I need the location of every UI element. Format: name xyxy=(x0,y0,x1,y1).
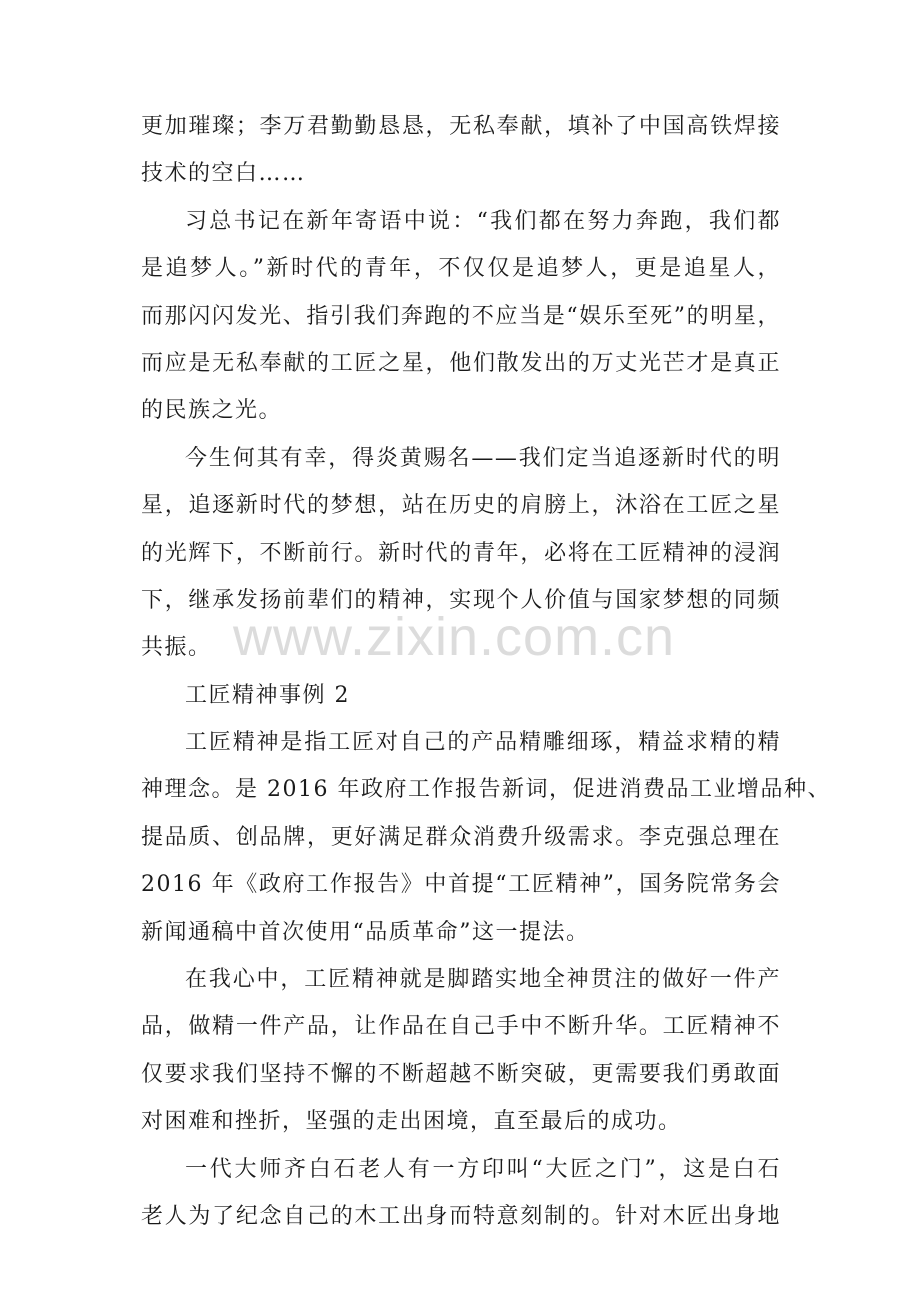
text-line: 仅要求我们坚持不懈的不断超越不断突破，更需要我们勇敢面 xyxy=(141,1061,781,1087)
paragraph-start-line: 今生何其有幸，得炎黄赐名——我们定当追逐新时代的明 xyxy=(185,445,781,471)
document-body xyxy=(141,103,831,1240)
text-line: 对困难和挫折，坚强的走出困境，直至最后的成功。 xyxy=(141,1109,682,1135)
paragraph-start-line: 习总书记在新年寄语中说：“我们都在努力奔跑，我们都 xyxy=(185,208,781,234)
text-line: 技术的空白…… xyxy=(141,161,306,187)
text-line: 而应是无私奉献的工匠之星，他们散发出的万丈光芒才是真正 xyxy=(141,350,781,376)
text-line: 的民族之光。 xyxy=(141,398,283,424)
text-line: 下，继承发扬前辈们的精神，实现个人价值与国家梦想的同频 xyxy=(141,587,781,613)
text-line: 提品质、创品牌，更好满足群众消费升级需求。李克强总理在 xyxy=(141,824,781,850)
text-line: 2016 年《政府工作报告》中首提“工匠精神”，国务院常务会 xyxy=(141,872,781,898)
text-line: 老人为了纪念自己的木工出身而特意刻制的。针对木匠出身地 xyxy=(141,1203,781,1229)
section-heading: 工匠精神事例 2 xyxy=(185,682,350,708)
text-line: 共振。 xyxy=(141,635,212,661)
paragraph-start-line: 一代大师齐白石老人有一方印叫“大匠之门”，这是白石 xyxy=(185,1156,781,1182)
paragraph-start-line: 在我心中，工匠精神就是脚踏实地全神贯注的做好一件产 xyxy=(185,967,781,993)
text-line: 更加璀璨；李万君勤勤恳恳，无私奉献，填补了中国高铁焊接 xyxy=(141,114,781,139)
text-line: 的光辉下，不断前行。新时代的青年，必将在工匠精神的浸润 xyxy=(141,540,781,566)
paragraph-start-line: 工匠精神是指工匠对自己的产品精雕细琢，精益求精的精 xyxy=(185,730,781,756)
text-line: 神理念。是 2016 年政府工作报告新词，促进消费品工业增品种、 xyxy=(141,777,831,803)
watermark: www.zixin.com.cn xyxy=(233,607,676,667)
text-line: 而那闪闪发光、指引我们奔跑的不应当是“娱乐至死”的明星， xyxy=(141,303,781,329)
text-line: 是追梦人。”新时代的青年，不仅仅是追梦人，更是追星人， xyxy=(141,256,781,282)
text-line: 星，追逐新时代的梦想，站在历史的肩膀上，沐浴在工匠之星 xyxy=(141,493,781,519)
text-line: 品，做精一件产品，让作品在自己手中不断升华。工匠精神不 xyxy=(141,1014,781,1040)
text-line: 新闻通稿中首次使用“品质革命”这一提法。 xyxy=(141,919,590,945)
